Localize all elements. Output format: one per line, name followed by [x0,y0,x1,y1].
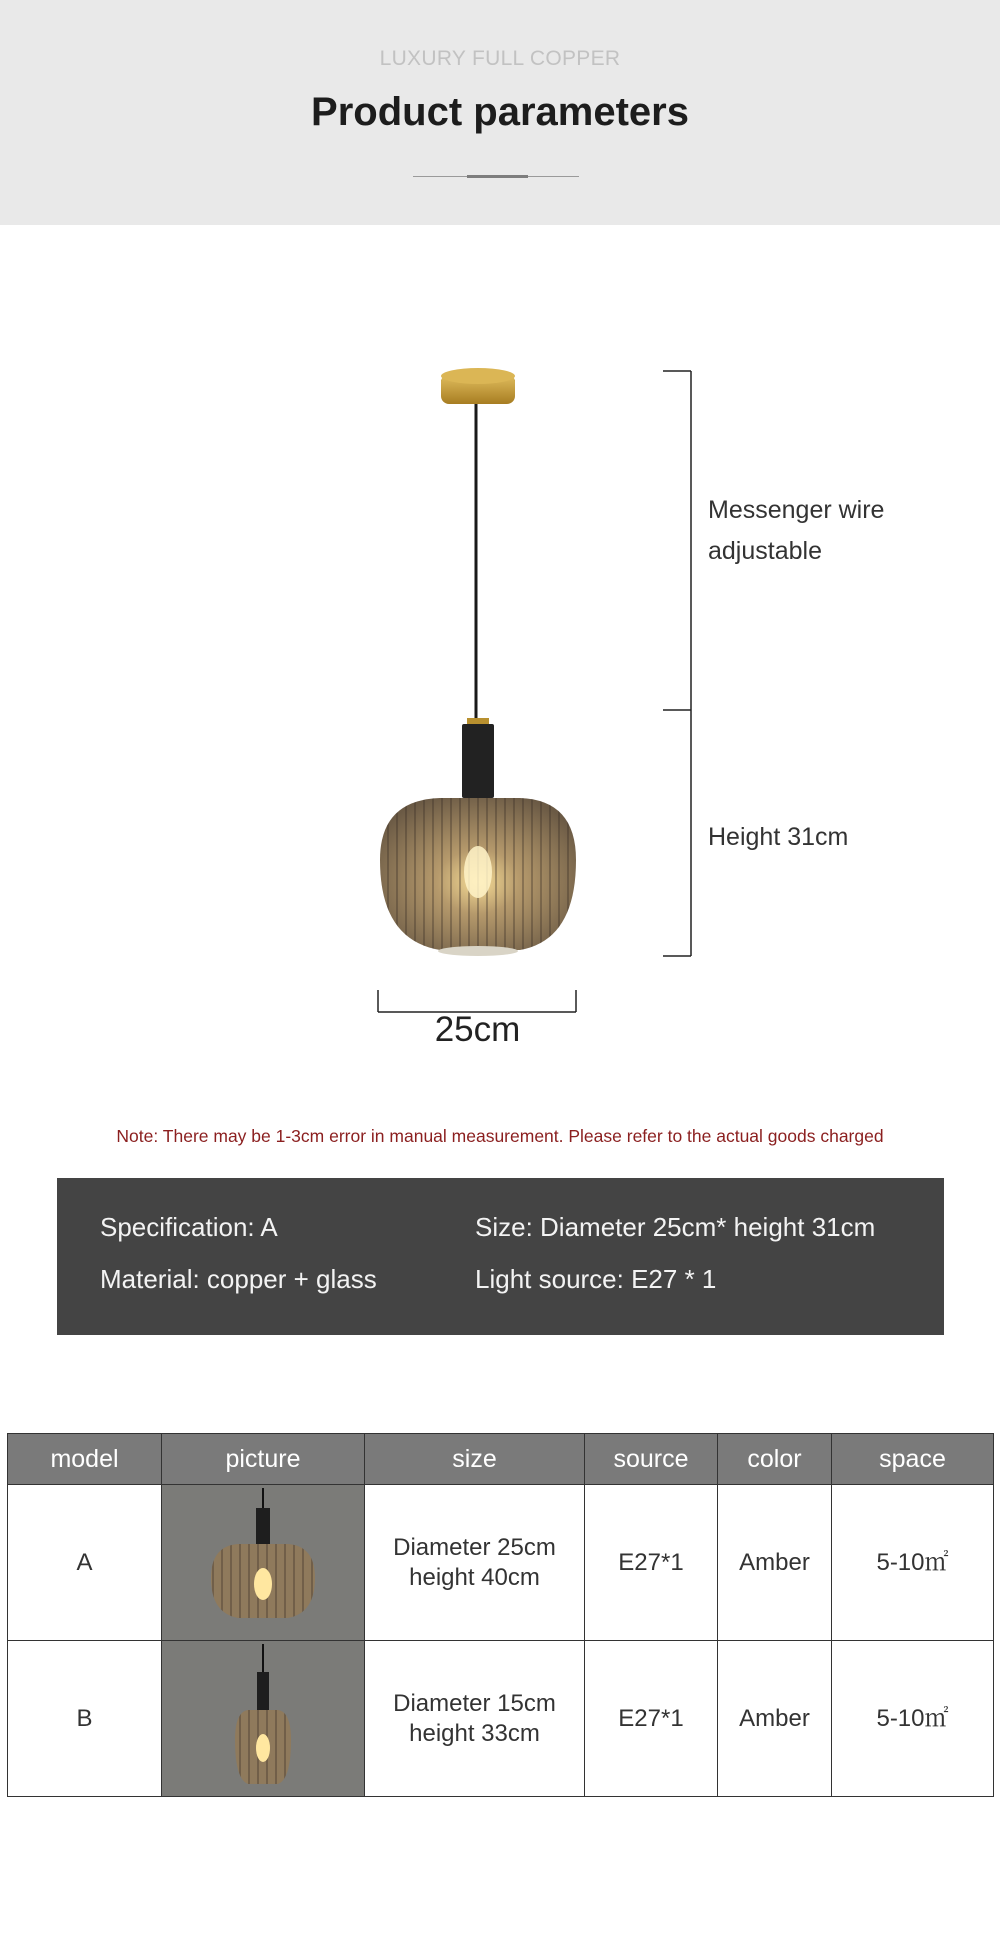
canopy-icon [441,368,515,404]
cell-space: 5-10㎡ [832,1485,994,1641]
cell-picture [162,1641,365,1797]
cell-model: B [8,1641,162,1797]
lamp-a-thumbnail [203,1488,323,1638]
cell-source: E27*1 [585,1485,718,1641]
ribbed-glass-shade [380,798,576,956]
header-picture: picture [162,1434,365,1485]
table-row [8,1641,994,1797]
cell-color: Amber [718,1641,832,1797]
header-space: space [832,1434,994,1485]
spec-light-source: Light source: E27 * 1 [475,1264,717,1294]
spec-panel [57,1178,944,1335]
width-label: 25cm [434,1010,521,1049]
header-model: model [8,1434,162,1485]
height-label: Height 31cm [708,823,849,851]
cell-size [365,1485,585,1641]
width-bracket [378,990,576,1012]
table-row [8,1485,994,1641]
cell-source: E27*1 [585,1641,718,1797]
spec-size: Size: Diameter 25cm* height 31cm [475,1212,876,1242]
parameters-table [7,1433,994,1797]
socket-holder [462,724,494,798]
page-title: Product parameters [311,90,689,134]
size-line2: height 33cm [409,1719,540,1747]
wire-label-line2: adjustable [708,537,822,565]
cell-size [365,1641,585,1797]
wire-label [708,490,884,572]
header-color: color [718,1434,832,1485]
cell-picture [162,1485,365,1641]
height-bracket [663,371,691,956]
header-banner [0,0,1000,225]
size-line2: height 40cm [409,1563,540,1591]
spec-material: Material: copper + glass [100,1264,377,1294]
eyebrow-text: LUXURY FULL COPPER [379,47,621,70]
wire-label-line1: Messenger wire [708,496,885,524]
cell-model: A [8,1485,162,1641]
lamp-b-thumbnail [203,1644,323,1794]
measurement-note: Note: There may be 1-3cm error in manual measurement. Please refer to the actual goods charged [116,1126,884,1146]
header-source: source [585,1434,718,1485]
cell-space: 5-10㎡ [832,1641,994,1797]
cell-color: Amber [718,1485,832,1641]
lamp-dimension-diagram [0,225,1000,1055]
size-line1: Diameter 15cm [393,1689,556,1717]
size-line1: Diameter 25cm [393,1533,556,1561]
spec-specification: Specification: A [100,1212,278,1242]
table-header-row [8,1434,994,1485]
title-divider-accent [467,175,528,178]
header-size: size [365,1434,585,1485]
